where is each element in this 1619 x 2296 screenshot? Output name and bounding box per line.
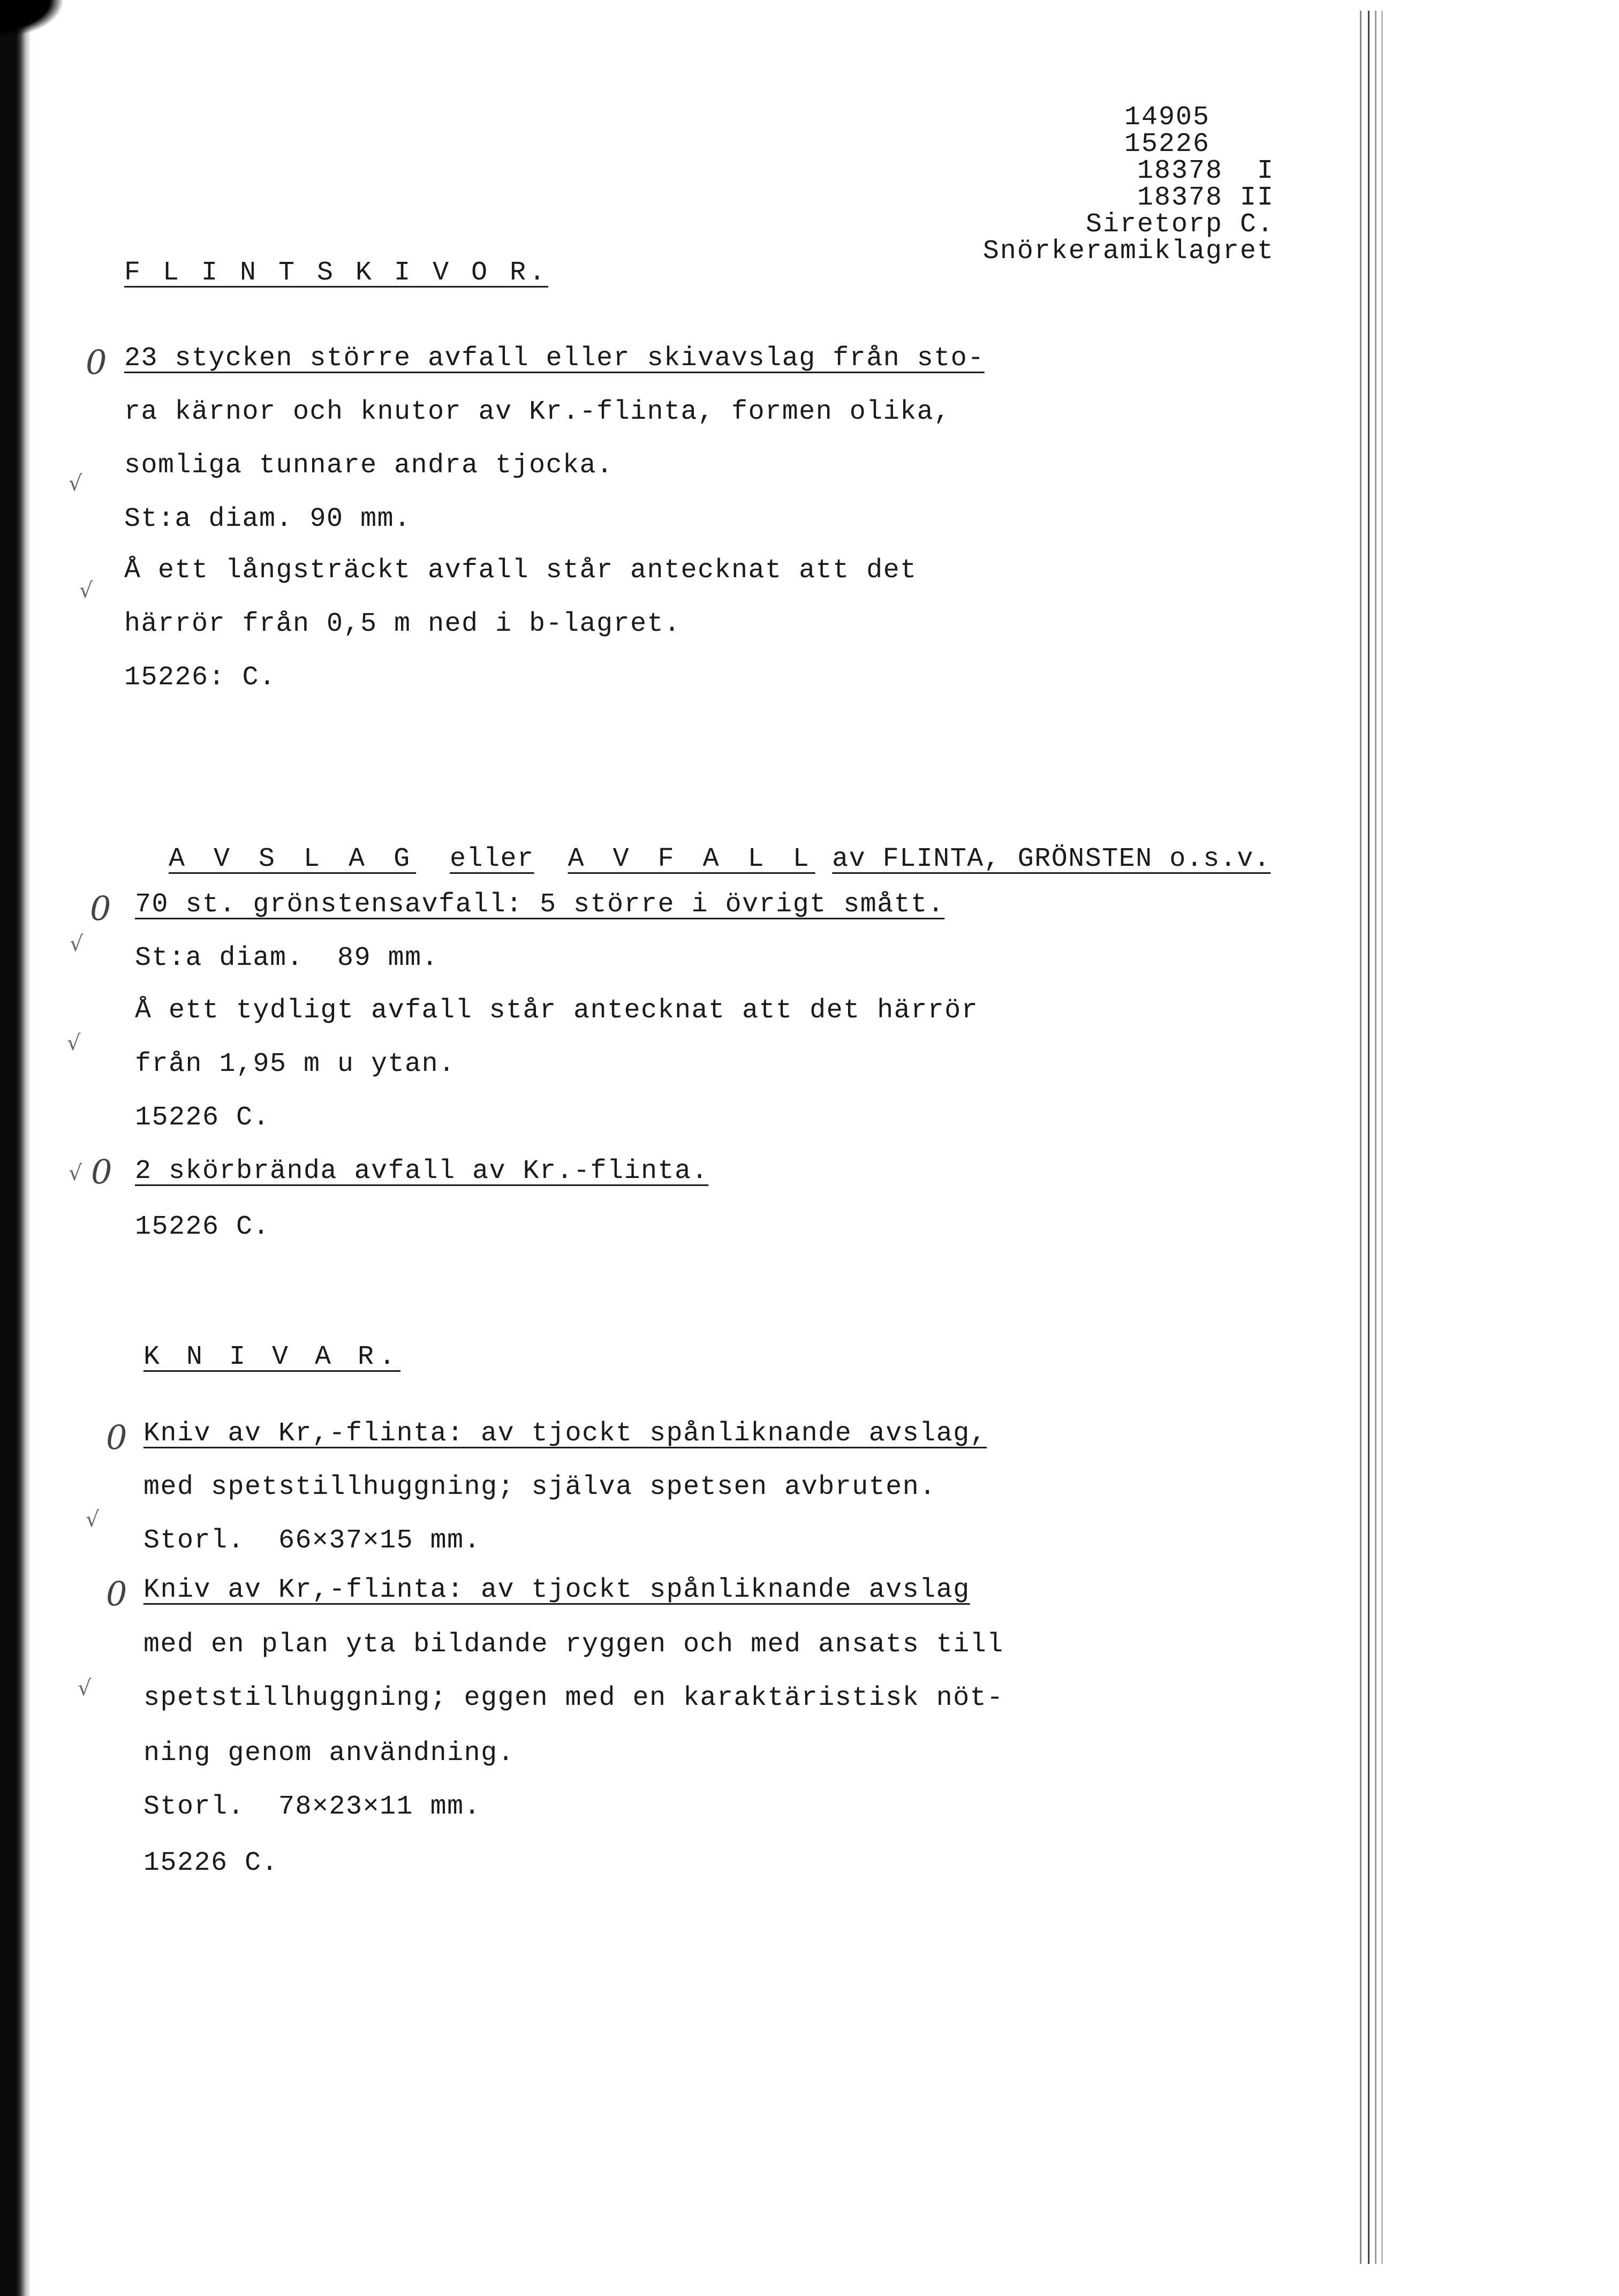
knivar-line-3: Storl. 66×37×15 mm. <box>143 1525 481 1556</box>
knivar-line-1-text: Kniv av Kr,-flinta: av tjockt spånliknande avslag, <box>143 1418 987 1449</box>
avslag-title-part: A V F A L L <box>568 844 815 874</box>
page-edge-line <box>1375 11 1376 2264</box>
margin-check-mark: √ <box>67 1031 81 1055</box>
avslag-line-4: från 1,95 m u ytan. <box>135 1049 456 1079</box>
avslag-line-2: St:a diam. 89 mm. <box>135 943 439 973</box>
catalogue-header <box>974 104 1274 265</box>
knivar-line-4-text: Kniv av Kr,-flinta: av tjockt spånliknande avslag <box>143 1575 970 1605</box>
header-line: Siretorp C. <box>1085 209 1274 240</box>
flintskivor-line-2: ra kärnor och knutor av Kr.-flinta, formen olika, <box>124 397 951 427</box>
margin-check-mark: √ <box>78 1676 92 1701</box>
flintskivor-line-3: somliga tunnare andra tjocka. <box>124 450 614 481</box>
margin-check-mark: √ <box>69 471 82 496</box>
knivar-line-2: med spetstillhuggning; själva spetsen avbruten. <box>143 1472 936 1502</box>
margin-check-mark: √ <box>70 932 84 956</box>
margin-circle-mark: 0 <box>106 1574 127 1613</box>
avslag-line-1: 70 st. grönstensavfall: 5 större i övrigt smått. <box>135 889 945 920</box>
header-line: 18378 II <box>1137 183 1274 213</box>
flintskivor-line-1: 23 stycken större avfall eller skivavslag från sto- <box>124 343 985 374</box>
margin-check-mark: √ <box>79 578 93 603</box>
avslag-line-5: 15226 C. <box>135 1102 270 1133</box>
flintskivor-line-5: Å ett långsträckt avfall står antecknat att det <box>124 555 917 586</box>
section-title-knivar: K N I V A R. <box>143 1342 401 1372</box>
page-edge-line <box>1381 11 1383 2264</box>
header-line: 15226 <box>1124 129 1210 160</box>
flintskivor-line-4: St:a diam. 90 mm. <box>124 504 411 534</box>
flintskivor-line-6: härrör från 0,5 m ned i b-lagret. <box>124 609 681 639</box>
header-line: 18378 I <box>1137 156 1274 186</box>
margin-check-mark: √ <box>69 1161 82 1185</box>
knivar-line-1 <box>143 1418 987 1450</box>
page-edge-line <box>1368 11 1370 2264</box>
page-edge-line <box>1360 11 1361 2264</box>
avslag-title-part: av FLINTA, GRÖNSTEN o.s.v. <box>832 844 1271 874</box>
knivar-line-7: ning genom användning. <box>143 1738 515 1769</box>
knivar-line-5: med en plan yta bildande ryggen och med ansats till <box>143 1629 1004 1660</box>
avslag-line-3: Å ett tydligt avfall står antecknat att det härrör <box>135 995 979 1026</box>
knivar-line-8: Storl. 78×23×11 mm. <box>143 1792 481 1822</box>
scan-binding-edge <box>0 0 31 2296</box>
knivar-line-9: 15226 C. <box>143 1848 279 1878</box>
knivar-line-4 <box>143 1574 970 1606</box>
flintskivor-line-7: 15226: C. <box>124 662 276 693</box>
section-title-flintskivor: F L I N T S K I V O R. <box>124 258 549 288</box>
header-line: Snörkeramiklagret <box>982 236 1274 267</box>
scan-corner-shadow <box>0 0 64 37</box>
avslag-line-7: 15226 C. <box>135 1212 270 1242</box>
section-title-avslag <box>135 811 1270 875</box>
margin-circle-mark: 0 <box>86 343 107 382</box>
knivar-line-6: spetstillhuggning; eggen med en karaktäristisk nöt- <box>143 1683 1004 1713</box>
margin-circle-mark: 0 <box>90 889 111 928</box>
header-line: 14905 <box>1124 102 1210 133</box>
margin-circle-mark: 0 <box>106 1418 127 1457</box>
avslag-title-part: A V S L A G <box>169 844 417 874</box>
margin-circle-mark: 0 <box>91 1152 112 1191</box>
margin-check-mark: √ <box>86 1507 100 1532</box>
avslag-line-6: 2 skörbrända avfall av Kr.-flinta. <box>135 1156 709 1187</box>
avslag-title-part: eller <box>450 844 534 874</box>
